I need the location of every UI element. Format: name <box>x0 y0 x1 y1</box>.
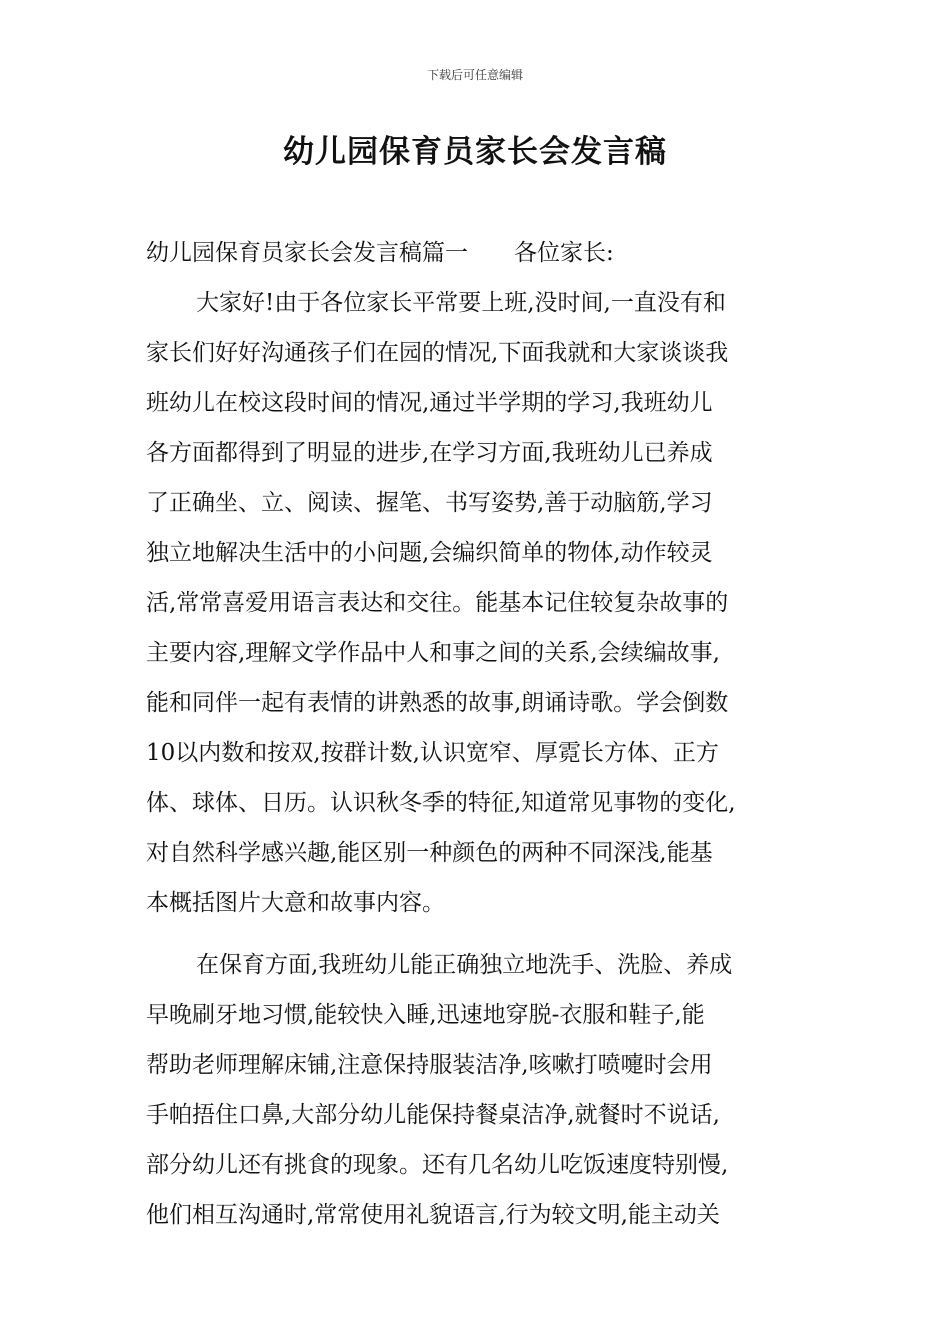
body-line: 部分幼儿还有挑食的现象。还有几名幼儿吃饭速度特别慢, <box>146 1152 729 1178</box>
body-line: 各方面都得到了明显的进步,在学习方面,我班幼儿已养成 <box>146 440 713 466</box>
body-line: 在保育方面,我班幼儿能正确独立地洗手、洗脸、养成 <box>196 952 733 978</box>
body-line: 家长们好好沟通孩子们在园的情况,下面我就和大家谈谈我 <box>146 340 729 366</box>
body-line: 对自然科学感兴趣,能区别一种颜色的两种不同深浅,能基 <box>146 840 713 866</box>
body-line: 他们相互沟通时,常常使用礼貌语言,行为较文明,能主动关 <box>146 1202 720 1228</box>
body-line: 了正确坐、立、阅读、握笔、书写姿势,善于动脑筋,学习 <box>146 490 713 516</box>
body-line: 班幼儿在校这段时间的情况,通过半学期的学习,我班幼儿 <box>146 390 713 416</box>
document-title: 幼儿园保育员家长会发言稿 <box>283 134 667 170</box>
body-line: 10以内数和按双,按群计数,认识宽窄、厚霓长方体、正方 <box>146 740 719 766</box>
body-line: 幼儿园保育员家长会发言稿篇一 各位家长: <box>146 240 614 266</box>
header-note: 下载后可任意编辑 <box>426 68 523 82</box>
body-line: 主要内容,理解文学作品中人和事之间的关系,会续编故事, <box>146 640 720 666</box>
document-body <box>146 228 810 1240</box>
body-line: 帮助老师理解床铺,注意保持服装洁净,咳嗽打喷嚏时会用 <box>146 1052 713 1078</box>
body-line: 独立地解决生活中的小问题,会编织简单的物体,动作较灵 <box>146 540 713 566</box>
body-line: 活,常常喜爱用语言表达和交往。能基本记住较复杂故事的 <box>146 590 729 616</box>
body-line: 早晚刷牙地习惯,能较快入睡,迅速地穿脱-衣服和鞋子,能 <box>146 1002 705 1028</box>
body-line: 手帕捂住口鼻,大部分幼儿能保持餐桌洁净,就餐时不说话, <box>146 1102 720 1128</box>
body-line: 大家好!由于各位家长平常要上班,没时间,一直没有和 <box>196 290 726 316</box>
body-line: 体、球体、日历。认识秋冬季的特征,知道常见事物的变化, <box>146 790 736 816</box>
body-line: 能和同伴一起有表情的讲熟悉的故事,朗诵诗歌。学会倒数 <box>146 690 729 716</box>
body-line: 本概括图片大意和故事内容。 <box>146 890 445 916</box>
